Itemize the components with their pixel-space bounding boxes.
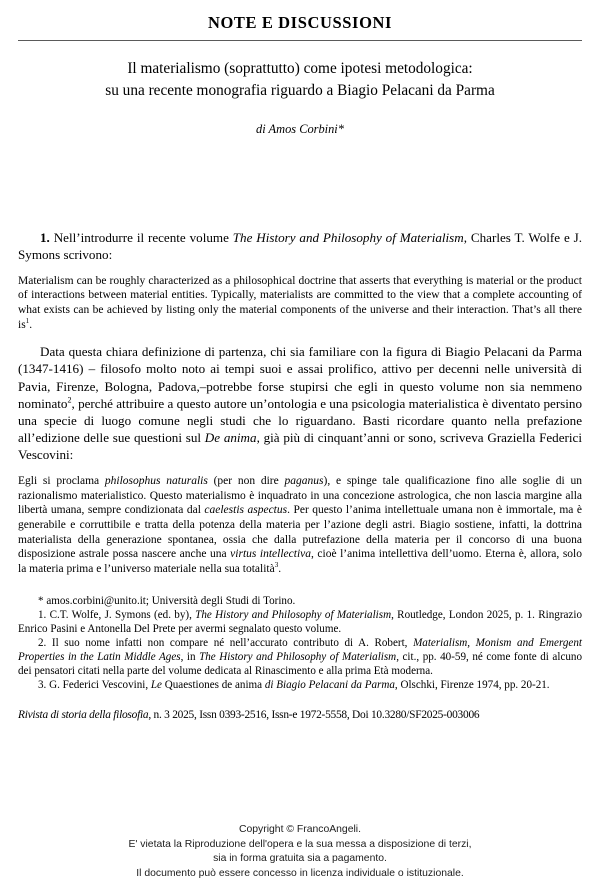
term-philosophus-naturalis: philosophus naturalis bbox=[104, 474, 208, 487]
footnotes-section bbox=[18, 594, 582, 692]
footnote-2-title-1: Materialism, Monism and Emergent Properties in the Latin Middle Ages bbox=[18, 636, 582, 663]
article-body bbox=[18, 229, 582, 577]
term-caelestis-aspectus: caelestis aspectus bbox=[204, 504, 288, 517]
footnote-1-post: , Routledge, London 2025, p. 1. Ringrazio Enrico Pasini e Antonella Del Prete per avermi segnalato questo volume. bbox=[18, 608, 582, 635]
paragraph-2 bbox=[18, 343, 582, 463]
footnote-2-pre: 2. Il suo nome infatti non compare né nell’accurato contributo di A. Robert, bbox=[38, 636, 414, 649]
paragraph-1 bbox=[18, 229, 582, 263]
footnote-ref-3[interactable]: 3 bbox=[274, 561, 279, 570]
blockquote-1-text: Materialism can be roughly characterized as a philosophical doctrine that asserts that everything is material or the product of interactions between material entities. Typically, materialists are committed to the view that a complete accounting of what exists can be achieved by listing only the material components of the universe and their interaction. That’s all there is bbox=[18, 274, 582, 331]
copyright-line-1: Copyright © FrancoAngeli. bbox=[238, 823, 361, 835]
term-paganus: paganus bbox=[284, 474, 324, 487]
article-title-line-1: Il materialismo (soprattutto) come ipotesi metodologica: bbox=[127, 60, 473, 78]
blockquote-vescovini bbox=[18, 474, 582, 577]
paragraph-2-b: , perché attribuire a questo autore un’ontologia e una psicologia materialistica è diventato persino una specie di luogo comune negli studi che lo riguardano. Basti ricordare quanto nella prefazione all’edizione delle sue questioni sul bbox=[18, 395, 583, 445]
journal-citation-line bbox=[18, 709, 582, 721]
book-title-history-philosophy-materialism: The History and Philosophy of Materialism bbox=[232, 229, 464, 245]
term-virtus-intellectiva: virtus intellectiva bbox=[230, 548, 311, 561]
copyright-footer bbox=[0, 823, 600, 882]
footnote-3-pre: 3. G. Federici Vescovini, bbox=[38, 678, 151, 691]
footnote-3-title-1: Le bbox=[150, 678, 162, 691]
blockquote-wolfe-symons bbox=[18, 274, 582, 333]
footnote-ref-1[interactable]: 1 bbox=[25, 316, 30, 325]
footnote-1-pre: 1. C.T. Wolfe, J. Symons (ed. by), bbox=[38, 608, 196, 621]
blockquote-2-d: . Per questo l’anima intellettuale umana non è immortale, ma è generabile e corruttibile e tratta della potenza della materia per l’azione degli astri. Biagio sostiene, infatti, la dottrina materialista della generazione spontanea, ossia che dalla putrefazione della materia per il concorso di una buona disposizione astrale possa nascere anche una bbox=[18, 504, 583, 561]
blockquote-1-end: . bbox=[29, 318, 33, 331]
section-heading: NOTE E DISCUSSIONI bbox=[207, 13, 393, 32]
copyright-line-3: sia in forma gratuita sia a pagamento. bbox=[213, 853, 387, 865]
footnote-3-title-2: di Biagio Pelacani da Parma bbox=[264, 678, 395, 691]
copyright-line-2: E' vietata la Riproduzione dell'opera e la sua messa a disposizione di terzi, bbox=[128, 838, 472, 850]
footnote-2-post: , cit., pp. 40-59, né come fonte di alcuno dei pensatori citati nella parte del volume dedicata al Rinascimento e alla prima Età moderna. bbox=[18, 650, 583, 677]
footnote-3 bbox=[18, 678, 582, 692]
paragraph-1-post: , Charles T. Wolfe e J. Symons scrivono: bbox=[18, 229, 583, 262]
blockquote-2-end: . bbox=[278, 562, 282, 575]
footnote-2 bbox=[18, 636, 582, 678]
footnote-3-roman: Quaestiones de anima bbox=[161, 678, 265, 691]
copyright-line-4: Il documento può essere concesso in licenza individuale o istituzionale. bbox=[136, 868, 464, 880]
journal-name: Rivista di storia della filosofia bbox=[18, 708, 149, 721]
author-byline: di Amos Corbini* bbox=[256, 121, 344, 136]
paragraph-2-c: , già più di cinquant’anni or sono, scriveva Graziella Federici Vescovini: bbox=[18, 429, 582, 462]
blockquote-2-e: , cioè l’anima intellettiva dell’uomo. Eterna è, allora, solo la materia prima e l’universo materiale nella sua totalità bbox=[18, 548, 582, 575]
paragraph-2-a: Data questa chiara definizione di partenza, chi sia familiare con la figura di Biagio Pelacani da Parma (1347-1416) – filosofo molto noto ai tempi suoi e assai prolifico, attivo per decenni nelle università di Pavia, Firenze, Bologna, Padova,–potrebbe forse stupirsi che egli in questo volume non sia nemmeno nominato bbox=[18, 344, 582, 411]
footnote-1-title: The History and Philosophy of Materialism bbox=[195, 608, 392, 621]
footnote-star: * amos.corbini@unito.it; Università degli Studi di Torino. bbox=[38, 594, 296, 607]
work-title-de-anima: De anima bbox=[204, 429, 257, 445]
footnote-3-post: , Olschki, Firenze 1974, pp. 20-21. bbox=[394, 678, 550, 691]
footnote-2-mid: , in bbox=[180, 650, 200, 663]
footnote-ref-2[interactable]: 2 bbox=[67, 395, 72, 405]
article-title bbox=[18, 58, 582, 101]
blockquote-2-a: Egli si proclama bbox=[18, 474, 105, 487]
footnote-1 bbox=[18, 608, 582, 636]
paragraph-1-pre: Nell’introdurre il recente volume bbox=[49, 229, 233, 245]
article-title-line-2: su una recente monografia riguardo a Biagio Pelacani da Parma bbox=[105, 81, 495, 99]
blockquote-2-c: ), e spinge tale qualificazione fino alle soglie di un razionalismo materialistico. Questo materialismo è inquadrato in una concezione astrologica, che non lascia margine alla libertà umana, sempre condizionata dal bbox=[18, 474, 582, 517]
header-divider-rule bbox=[18, 40, 582, 41]
footnote-2-title-2: The History and Philosophy of Materialism bbox=[199, 650, 397, 663]
blockquote-2-b: (per non dire bbox=[207, 474, 285, 487]
journal-meta: , n. 3 2025, Issn 0393-2516, Issn-e 1972-5558, Doi 10.3280/SF2025-003006 bbox=[148, 708, 480, 721]
paragraph-number: 1. bbox=[40, 229, 50, 245]
